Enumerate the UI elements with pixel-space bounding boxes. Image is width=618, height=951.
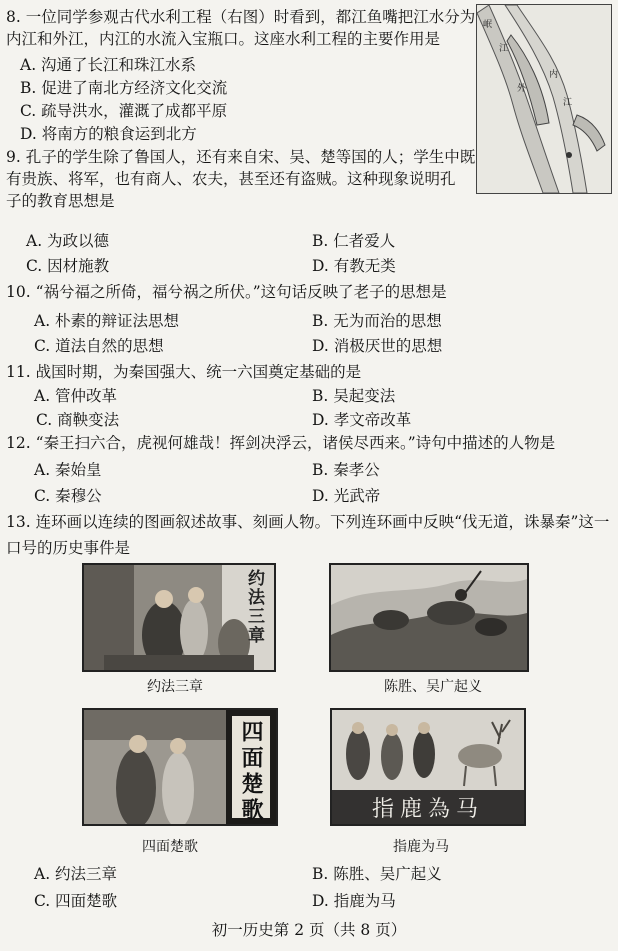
question-9-option-c: C. 因材施教: [26, 257, 110, 275]
picture-chensheng-wuguang: [329, 563, 529, 672]
question-10-option-a: A. 朴素的辩证法思想: [34, 312, 180, 330]
picture-simian-chuge: [82, 708, 278, 826]
picture-zhilu-weima-caption: 指鹿为马: [393, 839, 449, 855]
question-13-option-d: D. 指鹿为马: [312, 892, 396, 910]
picture-simian-chuge-title: 四面楚歌: [238, 720, 264, 824]
question-8-option-a: A. 沟通了长江和珠江水系: [20, 56, 197, 74]
question-9-stem-line-2: 有贵族、将军，也有商人、农夫，甚至还有盗贼。这种现象说明孔: [6, 170, 456, 188]
question-13-stem-line-1: 13. 连环画以连续的图画叙述故事、刻画人物。下列连环画中反映“伐无道，诛暴秦”这一: [6, 513, 610, 531]
question-12: [6, 432, 555, 454]
question-8-stem-line-1: 8. 一位同学参观古代水利工程（右图）时看到，都江鱼嘴把江水分为: [6, 8, 476, 26]
question-9-option-a: A. 为政以德: [26, 232, 110, 250]
picture-yuefa-sanzhang-title: 约法三章: [244, 569, 264, 645]
question-13: [6, 511, 609, 559]
question-10-option-c: C. 道法自然的思想: [34, 337, 164, 355]
question-11-stem: 11. 战国时期，为秦国强大、统一六国奠定基础的是: [6, 363, 362, 381]
picture-simian-chuge-caption: 四面楚歌: [142, 839, 198, 855]
page-footer: 初一历史第 2 页（共 8 页）: [211, 921, 407, 939]
picture-zhilu-weima: [330, 708, 526, 826]
question-12-stem: 12. “秦王扫六合，虎视何雄哉！挥剑决浮云，诸侯尽西来。”诗句中描述的人物是: [6, 434, 556, 452]
question-12-option-a: A. 秦始皇: [34, 461, 102, 479]
map-label-min: 岷: [483, 20, 493, 30]
question-8-option-d: D. 将南方的粮食运到北方: [20, 125, 197, 143]
question-13-option-c: C. 四面楚歌: [34, 892, 118, 910]
question-9-stem-line-1: 9. 孔子的学生除了鲁国人，还有来自宋、吴、楚等国的人；学生中既: [6, 148, 476, 166]
map-label-wai: 外: [517, 84, 527, 94]
map-label-jiang-2: 江: [563, 98, 573, 108]
question-8-option-c: C. 疏导洪水，灌溉了成都平原: [20, 102, 228, 120]
question-8: [6, 6, 475, 50]
question-9-option-d: D. 有教无类: [312, 257, 396, 275]
picture-zhilu-weima-title: 指鹿為马: [371, 797, 484, 822]
question-10-stem: 10. “祸兮福之所倚，福兮祸之所伏。”这句话反映了老子的思想是: [6, 283, 447, 301]
question-13-option-b: B. 陈胜、吴广起义: [312, 865, 442, 883]
question-12-option-c: C. 秦穆公: [34, 487, 102, 505]
question-9-option-b: B. 仁者爱人: [312, 232, 396, 250]
question-8-stem-line-2: 内江和外江，内江的水流入宝瓶口。这座水利工程的主要作用是: [6, 30, 441, 48]
picture-chensheng-wuguang-caption: 陈胜、吴广起义: [384, 679, 482, 695]
question-9: [6, 146, 475, 212]
river-map-illustration: [477, 5, 611, 193]
question-10-option-d: D. 消极厌世的思想: [312, 337, 443, 355]
picture-yuefa-sanzhang-caption: 约法三章: [147, 679, 203, 695]
question-9-stem-line-3: 子的教育思想是: [6, 192, 115, 210]
question-11-option-c: C. 商鞅变法: [36, 411, 120, 429]
question-13-option-a: A. 约法三章: [34, 865, 118, 883]
picture-yuefa-sanzhang: [82, 563, 276, 672]
map-label-jiang: 江: [499, 44, 509, 54]
question-13-stem-line-2: 口号的历史事件是: [6, 539, 131, 557]
question-11-option-a: A. 管仲改革: [34, 387, 118, 405]
question-11-option-d: D. 孝文帝改革: [312, 411, 412, 429]
map-label-nei: 内: [549, 70, 559, 80]
question-10-option-b: B. 无为而治的思想: [312, 312, 442, 330]
question-12-option-b: B. 秦孝公: [312, 461, 380, 479]
question-12-option-d: D. 光武帝: [312, 487, 381, 505]
question-11-option-b: B. 吴起变法: [312, 387, 396, 405]
dujiangyan-map: [476, 4, 612, 194]
question-11: [6, 361, 361, 383]
question-8-option-b: B. 促进了南北方经济文化交流: [20, 79, 228, 97]
question-10: [6, 281, 447, 303]
